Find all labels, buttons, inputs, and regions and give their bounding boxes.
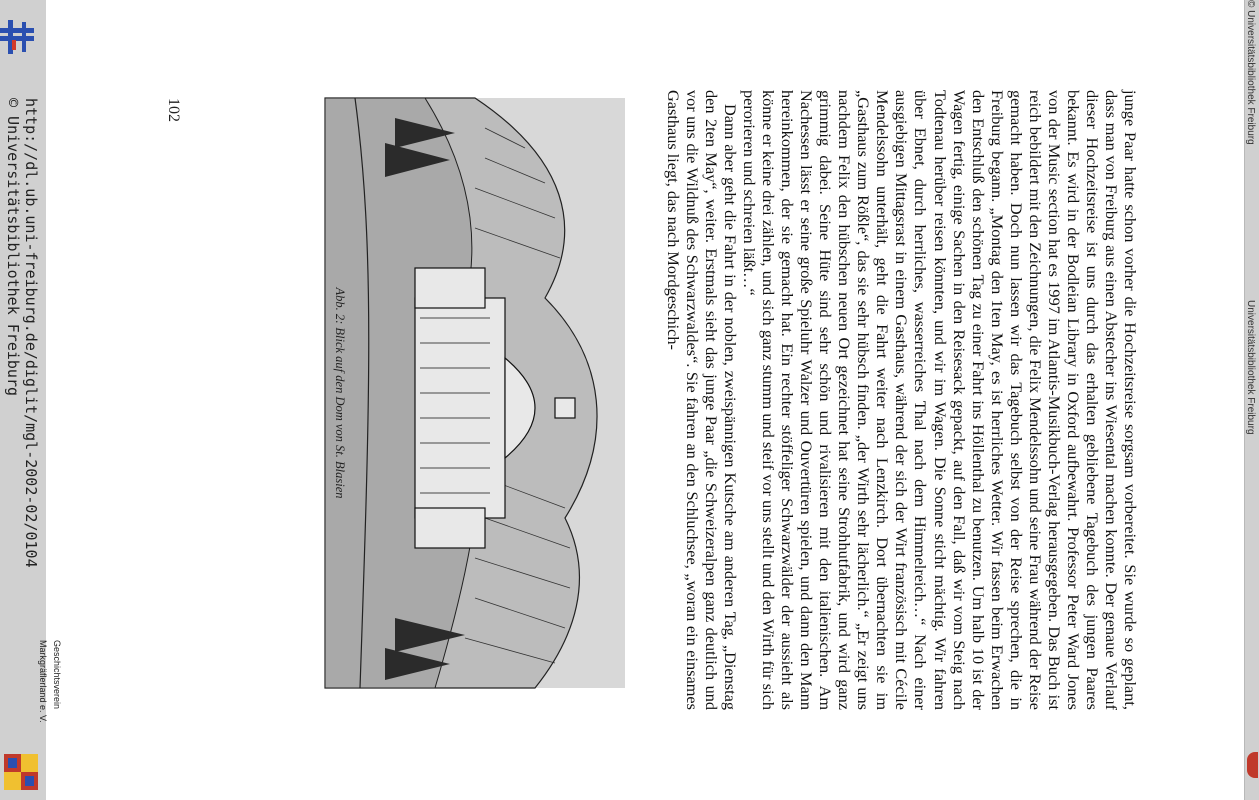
footer-copyright: © Universitätsbibliothek Freiburg [4, 98, 22, 397]
publisher-line-1: Geschichtsverein [52, 640, 62, 710]
paragraph-2: Dann aber geht die Fahrt in der noblen, zweispännigen Kutsche am anderen Tag, „Dienstag den 2ten May“, weiter. Erstmals sieht das junge Paar „die Schweizeralpen ganz deutlich und vor uns die Wildnuß des Schwarzwaldes“. Sie fahren an den Schluchsee, „woran ein einsames Gasthaus liegt, das nach Mordgeschich- [663, 90, 741, 710]
right-edge-logo-icon [1247, 752, 1258, 778]
coat-of-arms-icon [2, 752, 40, 792]
library-logo-icon [0, 20, 40, 54]
publisher-line-2: Markgräflerland e. V. [38, 640, 48, 723]
right-edge-label-top: © Universitätsbibliothek Freiburg [1245, 0, 1256, 145]
publisher-label-2 [38, 640, 50, 750]
figure-caption: Abb. 2: Blick auf den Dom von St. Blasien [333, 287, 347, 499]
page-number: 102 [165, 98, 182, 122]
paragraph-1: junge Paar hatte schon vorher die Hochzeitsreise sorgsam vorbereitet. Sie wurde so geplant, dass man von Freiburg aus einen Abstecher ins Wiesental machen konnte. Der genaue Verlauf dieser Hochzeitsreise ist uns durch das erhalten gebliebene Tagebuch des jungen Paares bekannt. Es wird in der Bodleian Library in Oxford aufbewahrt. Professor Peter Ward Jones von der Music section hat es 1997 im Atlantis-Musikbuch-Verlag herausgegeben. Das Buch ist reich bebildert mit den Zeichnungen, die Felix Mendelssohn und seine Frau während der Reise gemacht haben. Doch nun lassen wir das Tagebuch selbst von der Reise sprechen, die in Freiburg begann. „Montag den 1ten May, es ist herrliches Wetter. Wir fassen beim Erwachen den Entschluß den schönen Tag zu einer Fahrt ins Höllenthal zu benutzen. Um halb 10 ist der Wagen fertig, einige Sachen in den Reisesack gepackt, auf den Fall, daß wir vom Steig nach Todtenau herüber reisen könnten, und wir im Wagen. Die Sonne sticht mächtig. Wir fahren über Ebnet, durch herrliches, wasserreiches Thal nach dem Himmelreich…“ Nach einer ausgiebigen Mittagsrast in einem Gasthaus, während der sich der Wirt französisch mit Cécile Mendelssohn unterhält, geht die Fahrt weiter nach Lenzkirch. Dort übernachten sie im „Gasthaus zum Rößle“, das sie sehr hübsch finden. „der Wirth sehr lächerlich.“ „Er zeigt uns nachdem Felix den hübschen neuen Ort gezeichnet hat seine Strohhutfabrik, und wird ganz grimmig dabei. Seine Hüte sind sehr schön und rivalisieren mit den italienischen. Am Nachessen lässt er seine große Spieluhr Walzer und Ouvertüren spielen, und dann den Mann hereinkommen, der sie gemacht hat. Ein rechter stöffeliger Schwarzwälder der aussieht als könne er keine drei zählen, und sich ganz stumm und steif vor uns stellt und den Wirth für sich perorieren und schreien läßt…“ [740, 90, 1140, 710]
body-text [664, 90, 1140, 710]
footer-url-link[interactable]: http://dl.ub.uni-freiburg.de/diglit/mgl-2002-02/0104 [22, 98, 40, 568]
publisher-label [50, 640, 64, 750]
right-edge-label: Universitätsbibliothek Freiburg [1245, 300, 1256, 435]
footer-source [0, 98, 40, 738]
illustration-st-blasien [325, 98, 625, 688]
